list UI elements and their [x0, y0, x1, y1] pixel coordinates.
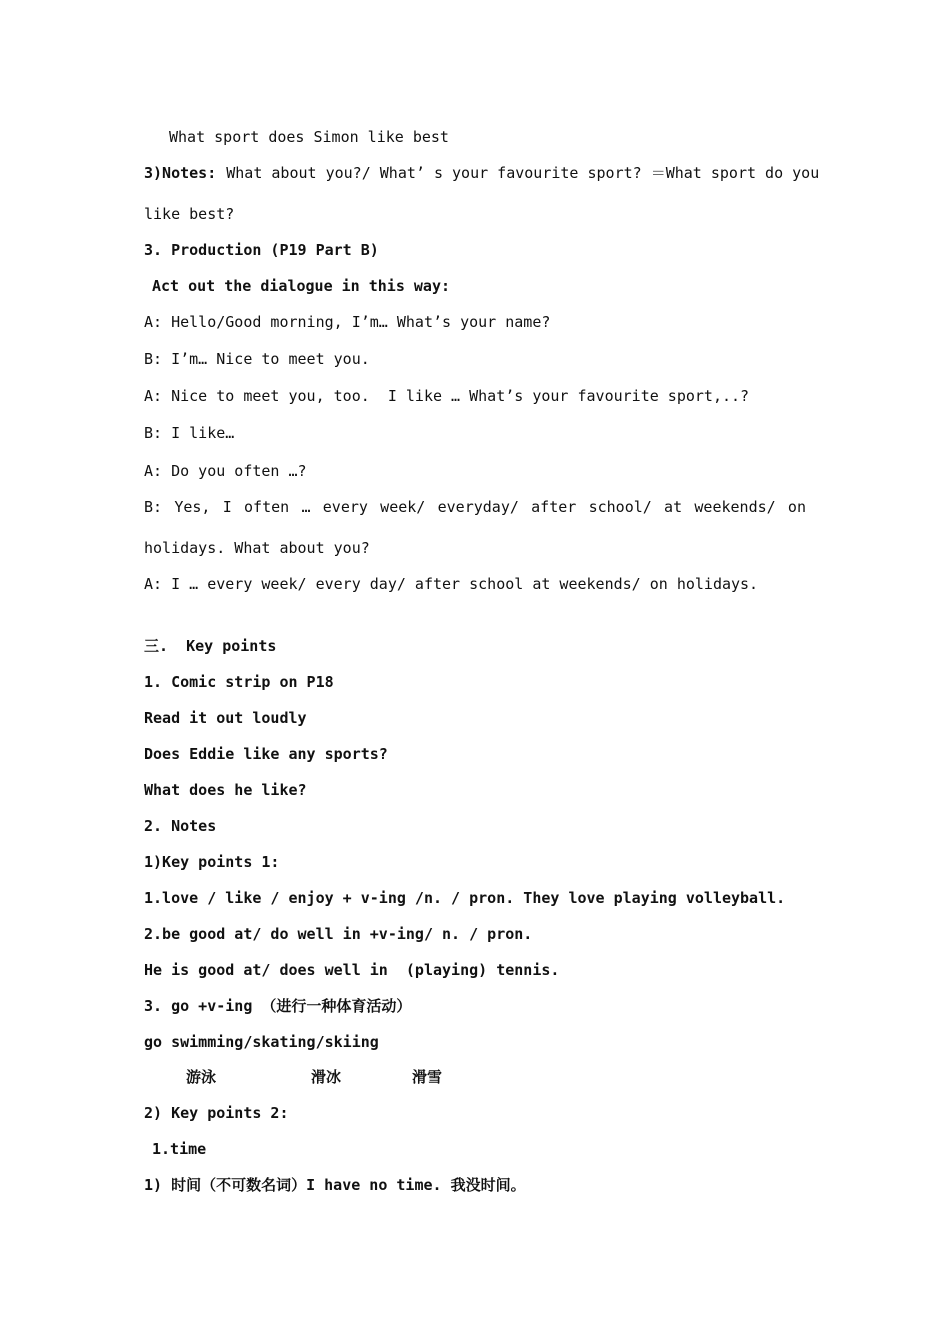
notes-text: What about you?/ What’ s your favourite sport? ＝What sport do you	[226, 164, 820, 182]
section-heading-key-points: 三. Key points	[144, 637, 277, 655]
production-title: 3. Production (P19 Part B)	[144, 241, 379, 259]
dialogue-b3: B: Yes, I often … every week/ everyday/ after school/ at weekends/ on	[144, 498, 806, 516]
cn-skiing: 滑雪	[412, 1068, 443, 1086]
key-point-good-at: 2.be good at/ do well in +v-ing/ n. / pron.	[144, 925, 533, 943]
time-uncountable-example: 1) 时间（不可数名词）I have no time. 我没时间。	[144, 1176, 526, 1194]
cn-skating: 滑冰	[311, 1068, 342, 1086]
act-out-instruction: Act out the dialogue in this way:	[152, 277, 451, 295]
dialogue-b1: B: I’m… Nice to meet you.	[144, 350, 370, 368]
key-point-time: 1.time	[152, 1140, 207, 1158]
key-points-1-heading: 1)Key points 1:	[144, 853, 280, 871]
read-aloud-line: Read it out loudly	[144, 709, 307, 727]
key-point-love-like-enjoy: 1.love / like / enjoy + v-ing /n. / pron. They love playing volleyball.	[144, 889, 786, 907]
dialogue-a3: A: Do you often …?	[144, 462, 307, 480]
question-simon: What sport does Simon like best	[169, 128, 449, 146]
notes-line	[144, 163, 820, 183]
go-sports-examples: go swimming/skating/skiing	[144, 1033, 379, 1051]
dialogue-b2: B: I like…	[144, 424, 235, 442]
cn-swimming: 游泳	[186, 1068, 217, 1086]
key-points-2-heading: 2) Key points 2:	[144, 1104, 289, 1122]
notes-continuation: like best?	[144, 205, 235, 223]
key-point-good-at-example: He is good at/ does well in (playing) tennis.	[144, 961, 560, 979]
question-eddie: Does Eddie like any sports?	[144, 745, 388, 763]
dialogue-a4: A: I … every week/ every day/ after school at weekends/ on holidays.	[144, 575, 759, 593]
key-point-go-ving: 3. go +v-ing （进行一种体育活动）	[144, 997, 412, 1015]
comic-strip-line: 1. Comic strip on P18	[144, 673, 334, 691]
notes-heading: 2. Notes	[144, 817, 217, 835]
dialogue-a1: A: Hello/Good morning, I’m… What’s your name?	[144, 313, 551, 331]
dialogue-b3-continuation: holidays. What about you?	[144, 539, 370, 557]
question-what-he-likes: What does he like?	[144, 781, 307, 799]
dialogue-a2: A: Nice to meet you, too. I like … What’s your favourite sport,..?	[144, 387, 750, 405]
notes-label: 3)Notes:	[144, 164, 217, 182]
